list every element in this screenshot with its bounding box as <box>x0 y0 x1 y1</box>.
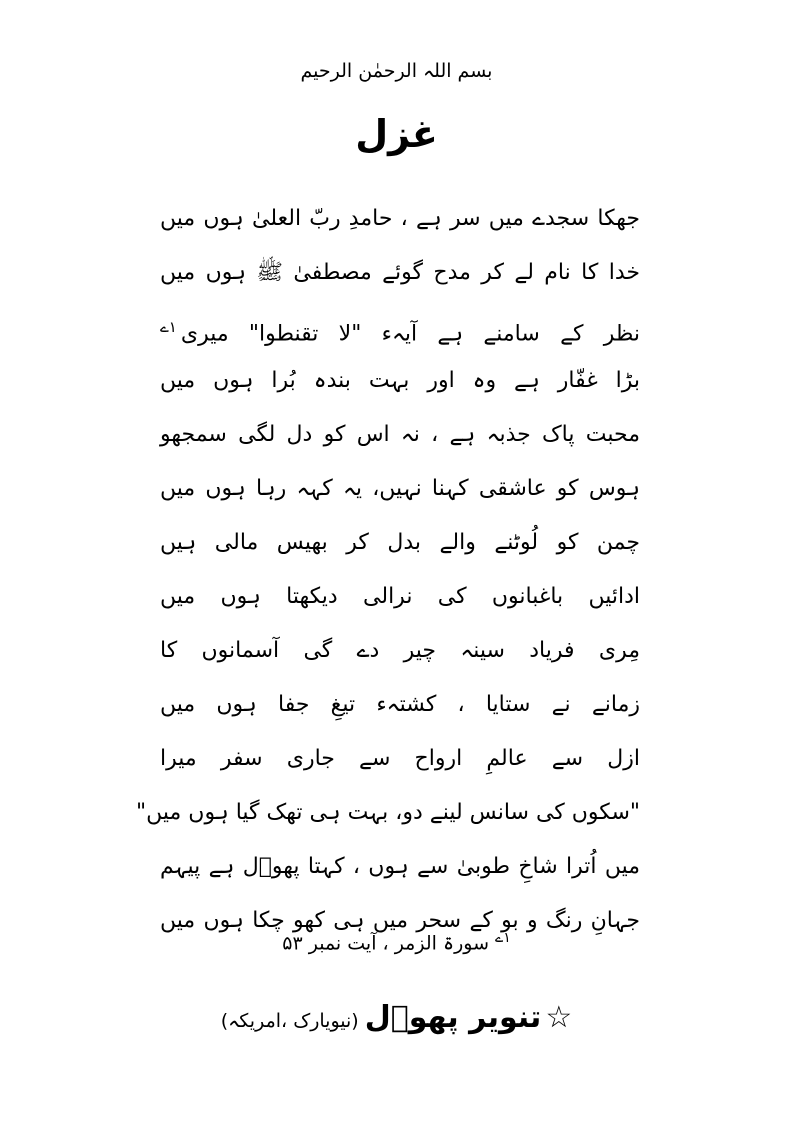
poem-line-text: جہانِ رنگ و بو کے سحر میں ہی کھو چکا ہوں میں <box>160 908 640 933</box>
poem-line <box>136 786 640 840</box>
poem-line-text: میں اُترا شاخِ طوبیٰ سے ہوں ، کہتا پھوؔل ہے پیہم <box>160 854 640 879</box>
poem-line-text: محبت پاک جذبہ ہے ، نہ اس کو دل لگی سمجھو <box>160 422 640 447</box>
poem-line <box>160 840 640 894</box>
poem-line-text: چمن کو لُوٹنے والے بدل کر بھیس مالی ہیں <box>160 530 640 555</box>
author-location: (نیویارک ،امریکہ) <box>220 1010 359 1032</box>
poem-line-text: ادائیں باغبانوں کی نرالی دیکھتا ہوں میں <box>160 584 640 609</box>
poem-line <box>160 246 640 300</box>
footnote <box>0 930 793 954</box>
poem-line-text: ہوس کو عاشقی کہنا نہیں، یہ کہہ رہا ہوں میں <box>160 476 640 501</box>
author-signature <box>0 1000 793 1035</box>
poem-line-text: نظر کے سامنے ہے آیہء "لا تقنطوا" میری <box>180 321 640 347</box>
poem-line <box>160 462 640 516</box>
poem-line <box>160 408 640 462</box>
basmala: بسم اللہ الرحمٰن الرحیم <box>300 60 493 82</box>
poem-line-text: جھکا سجدے میں سر ہے ، حامدِ ربّ العلیٰ ہوں میں <box>160 206 640 231</box>
poem-title: غزل <box>355 112 438 156</box>
footnote-reference: ۱ے <box>160 318 177 336</box>
poem-line <box>160 732 640 786</box>
poem-line-text: بڑا غفّار ہے وہ اور بہت بندہ بُرا ہوں میں <box>160 368 640 393</box>
poem-line-text: ازل سے عالمِ ارواح سے جاری سفر میرا <box>160 746 640 771</box>
poem-body <box>136 192 640 948</box>
poem-line <box>160 300 640 354</box>
poem-line <box>160 624 640 678</box>
poem-line-text: خدا کا نام لے کر مدح گوئے مصطفیٰ ﷺ ہوں میں <box>160 260 640 285</box>
poem-line <box>160 192 640 246</box>
footnote-text: سورۃ الزمر ، آیت نمبر ۵۳ <box>282 932 489 955</box>
poem-line-text: "سکوں کی سانس لینے دو، بہت ہی تھک گیا ہوں میں" <box>136 800 640 825</box>
footnote-marker: ۱ے <box>495 930 511 946</box>
star-icon: ☆ <box>545 1000 573 1035</box>
poem-line <box>160 516 640 570</box>
poem-line <box>160 678 640 732</box>
author-name: تنویر پھوؔل <box>364 1000 542 1035</box>
poem-line <box>160 354 640 408</box>
poem-line-text: زمانے نے ستایا ، کشتہء تیغِ جفا ہوں میں <box>160 692 640 717</box>
poem-line-text: مِری فریاد سینہ چیر دے گی آسمانوں کا <box>160 638 640 663</box>
poem-line <box>160 570 640 624</box>
